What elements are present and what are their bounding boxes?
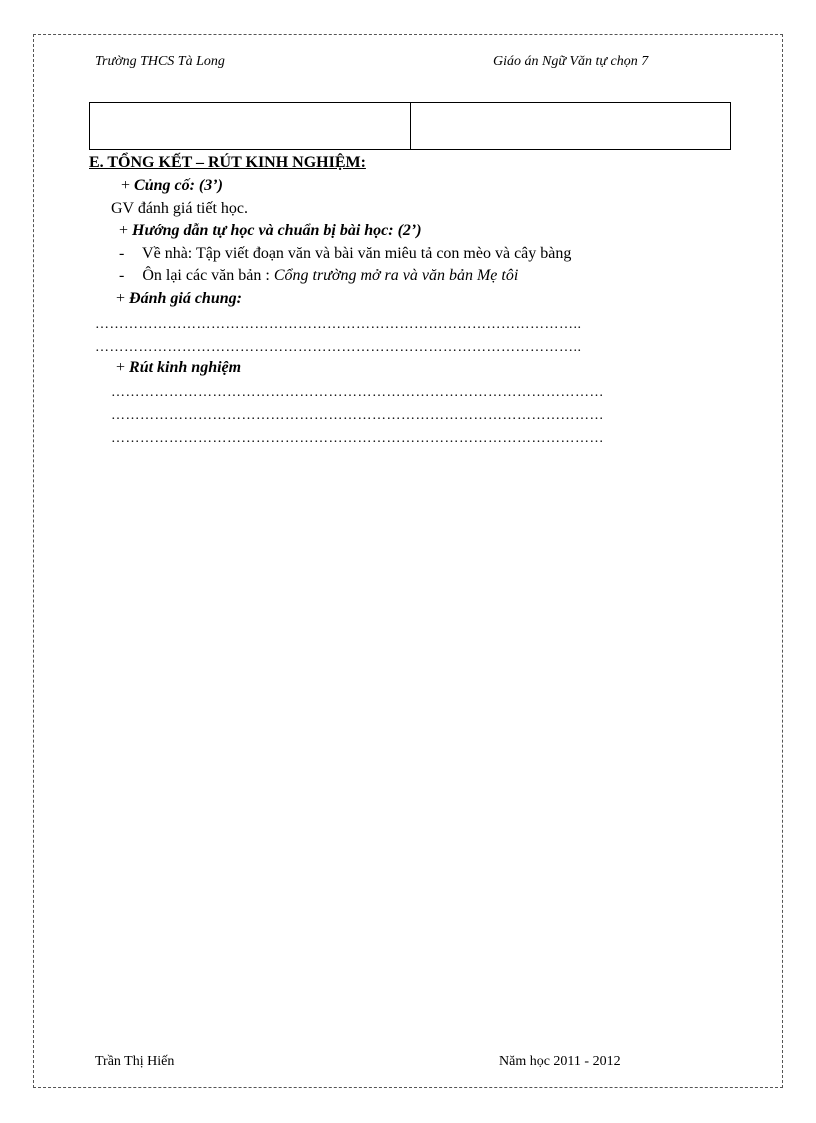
rkn-dotted-line: ………………………………………………………………………………………… — [111, 385, 604, 400]
rkn-label: Rút kinh nghiệm — [129, 359, 242, 376]
item1-text: Về nhà: Tập viết đoạn văn và bài văn miêu tả con mèo và cây bàng — [142, 245, 572, 262]
danhgia-dotted-line: ……………………………………………………………………………………….. — [95, 317, 582, 332]
footer-author: Trần Thị Hiến — [95, 1054, 175, 1069]
item1-dash: - — [119, 245, 125, 262]
cungco-line — [121, 176, 223, 196]
huongdan-line — [119, 221, 422, 241]
gv-text: GV đánh giá tiết học. — [111, 200, 249, 217]
header-subject: Giáo án Ngữ Văn tự chọn 7 — [493, 54, 649, 69]
table-cell-right — [411, 103, 731, 150]
empty-table — [89, 102, 731, 150]
danhgia-dotted-line: ……………………………………………………………………………………….. — [95, 340, 582, 355]
table-cell-left — [90, 103, 411, 150]
huongdan-prefix: + — [119, 222, 129, 239]
section-title: E. TỔNG KẾT – RÚT KINH NGHIỆM: — [89, 154, 366, 171]
rkn-dotted-line: ………………………………………………………………………………………… — [111, 408, 604, 423]
rkn-prefix: + — [116, 359, 126, 376]
item2-text: Ôn lại các văn bản : — [142, 267, 270, 284]
footer-year: Năm học 2011 - 2012 — [499, 1054, 621, 1069]
danhgia-line — [116, 289, 242, 309]
list-item — [119, 266, 518, 286]
rkn-dotted-line: ………………………………………………………………………………………… — [111, 431, 604, 446]
cungco-label: Củng cố: (3’) — [134, 177, 223, 194]
danhgia-prefix: + — [116, 290, 126, 307]
item2-italic: Cổng trường mở ra và văn bản Mẹ tôi — [273, 267, 519, 284]
list-item — [119, 244, 571, 264]
rkn-line — [116, 358, 241, 378]
huongdan-label: Hướng dẫn tự học và chuẩn bị bài học: (2’) — [132, 222, 422, 239]
header-school: Trường THCS Tà Long — [95, 54, 225, 69]
cungco-prefix: + — [121, 177, 131, 194]
item2-dash: - — [119, 267, 125, 284]
danhgia-label: Đánh giá chung: — [129, 290, 242, 307]
